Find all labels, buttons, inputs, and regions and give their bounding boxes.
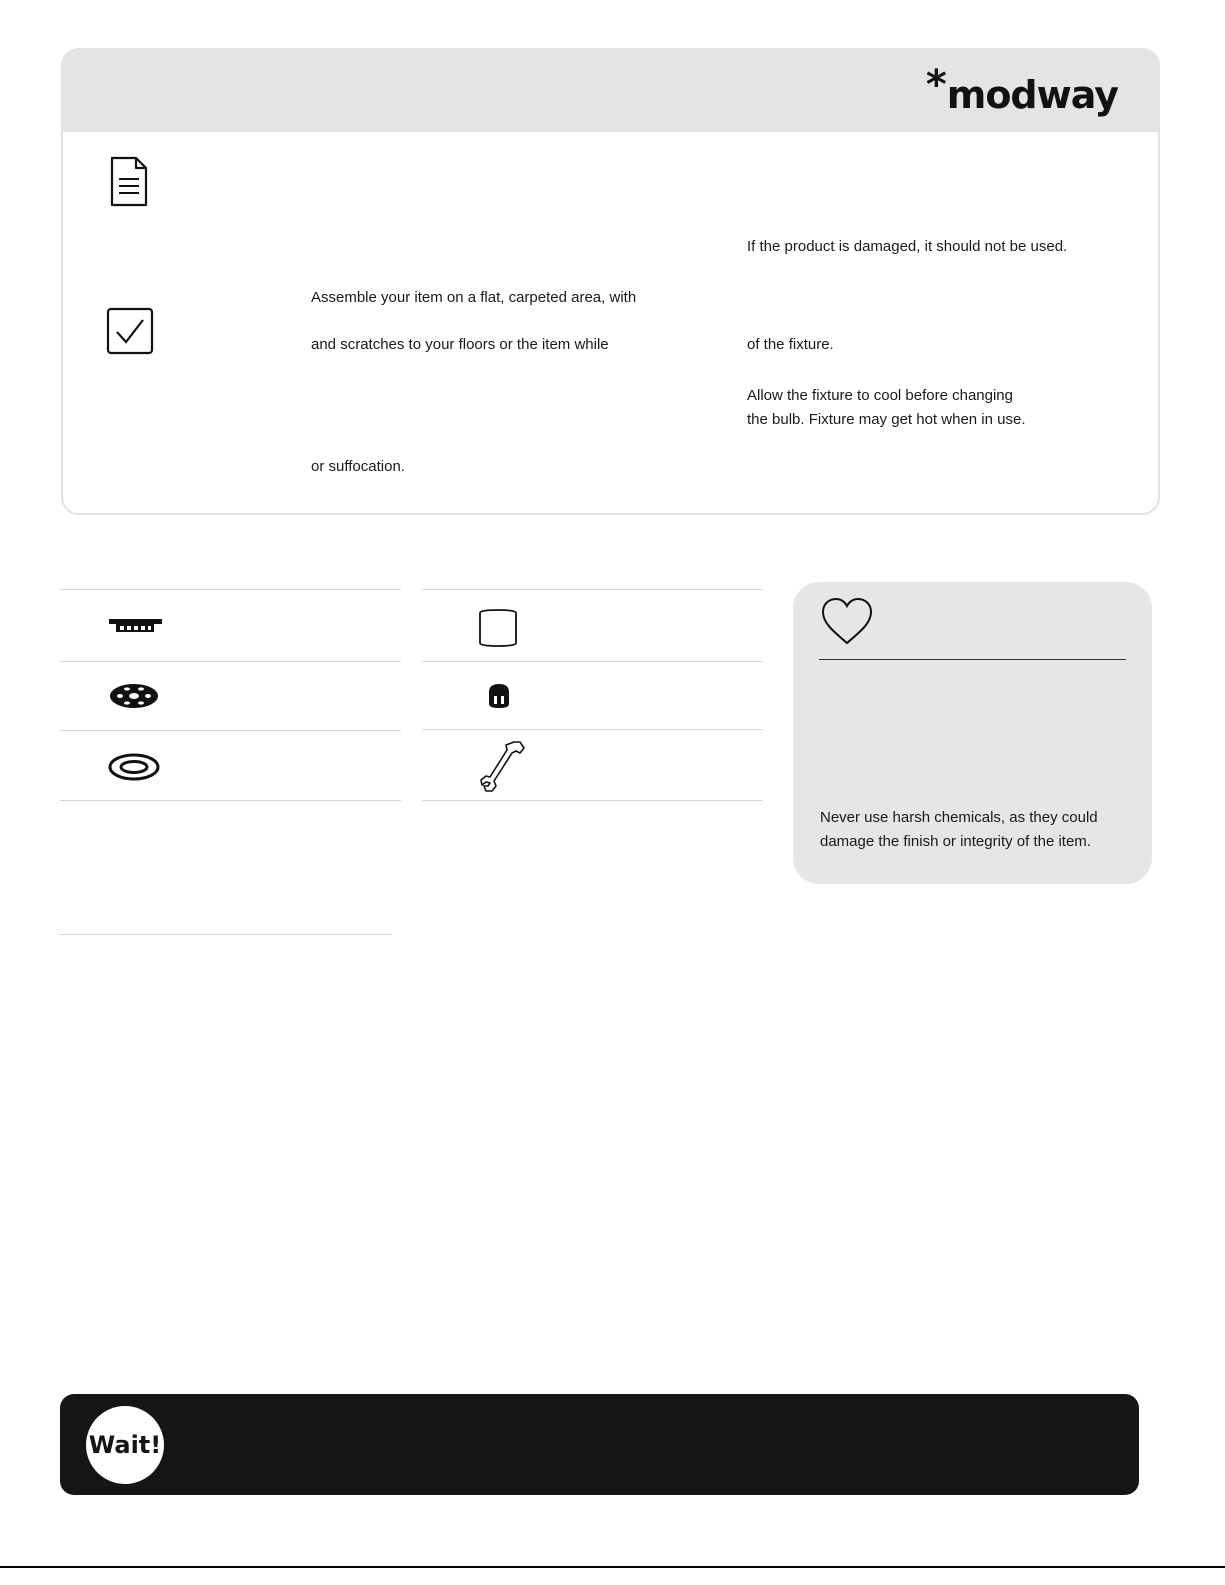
care-line-2: damage the finish or integrity of the item. [820,833,1091,850]
divider [60,589,401,590]
document-icon [108,155,150,214]
divider [60,661,401,662]
divider [59,934,392,935]
warning-line-1: If the product is damaged, it should not be used. [747,238,1068,255]
checkbox-icon [106,307,154,360]
tip-line-2: and scratches to your floors or the item while [311,336,609,353]
warning-line-3: Allow the fixture to cool before changing [747,387,1013,404]
heart-icon [820,597,874,652]
care-panel [793,582,1152,884]
safety-card [61,48,1160,515]
flat-washer-icon [108,753,160,786]
divider [422,589,763,590]
divider [60,800,401,801]
divider [60,730,401,731]
tip-line-3: or suffocation. [311,458,405,475]
wait-banner [60,1394,1139,1495]
care-line-1: Never use harsh chemicals, as they could [820,809,1098,826]
page-bottom-rule [0,1566,1225,1568]
modway-logo: *modway [925,62,1118,117]
cap-nut-icon [484,682,514,715]
care-text [820,806,1098,854]
divider [422,729,763,730]
perforated-washer-icon [108,682,160,715]
card-header [63,50,1158,132]
bolt-part-icon [108,617,164,640]
divider [422,661,763,662]
warning-line-4: the bulb. Fixture may get hot when in use. [747,411,1026,428]
tip-line-1: Assemble your item on a flat, carpeted area, with [311,289,637,306]
wait-badge: Wait! [86,1406,164,1484]
divider [422,800,763,801]
wrench-icon [476,739,528,798]
cylinder-part-icon [477,608,519,653]
warning-line-2: of the fixture. [747,336,834,353]
care-divider [819,659,1126,660]
